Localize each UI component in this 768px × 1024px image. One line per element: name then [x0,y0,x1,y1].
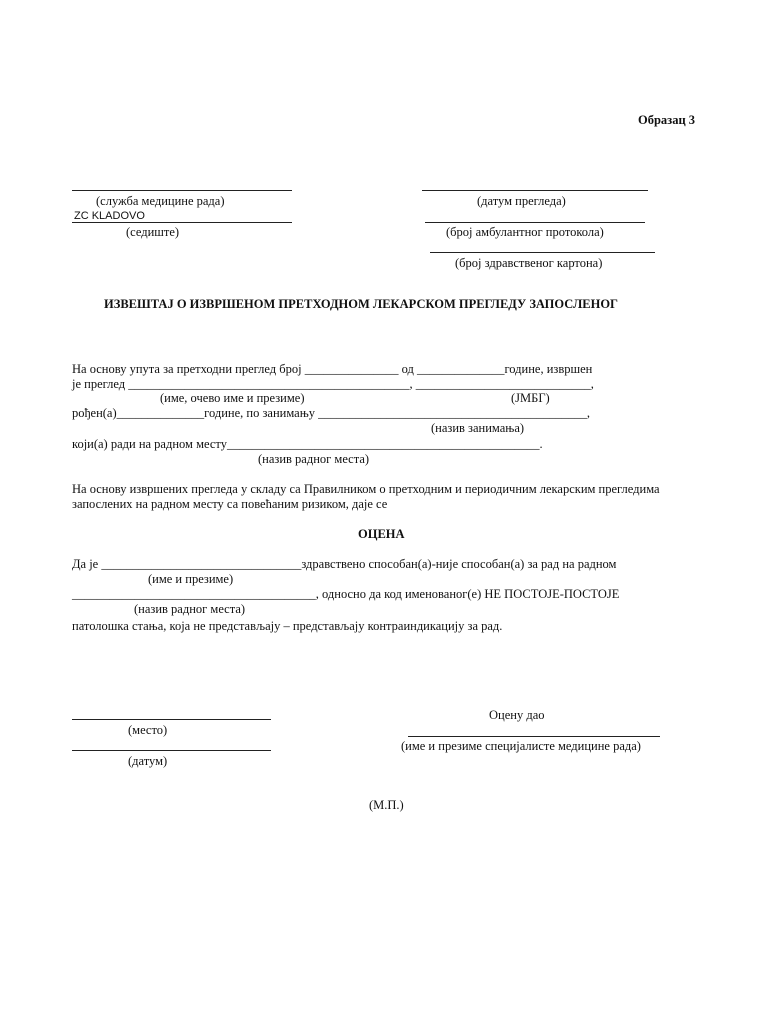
seat-line[interactable] [72,222,292,223]
jmbg-label: (ЈМБГ) [511,391,550,405]
protocol-label: (број амбулантног протокола) [446,225,604,239]
date-line[interactable] [72,750,271,751]
occupation-label: (назив занимања) [431,421,525,435]
name-label: (име, очево име и презиме) [160,391,305,405]
assessment-name-label: (име и презиме) [148,572,234,586]
body-line-3: рођен(а)______________године, по занимању ___________________________________________, [72,406,590,420]
card-line[interactable] [430,252,655,253]
place-line[interactable] [72,719,271,720]
place-label: (место) [128,723,168,737]
date-label: (датум) [128,754,168,768]
exam-date-label: (датум прегледа) [477,194,566,208]
exam-date-line[interactable] [422,190,648,191]
assessment-workplace-label: (назив радног места) [134,602,246,616]
given-by: Оцену дао [489,708,545,722]
seat-value: ZC KLADOVO [74,210,145,222]
body-line-1: На основу упута за претходни преглед број _______________ од ______________године, извршен [72,362,593,376]
service-label: (служба медицине рада) [96,194,225,208]
body-line-2: је преглед _____________________________________________, ____________________________, [72,377,594,391]
assessment-line-1: Да је ________________________________здравствено способан(а)-није способан(а) за рад на радном [72,557,617,571]
assessment-heading: ОЦЕНА [358,527,405,541]
form-number: Образац 3 [638,113,696,127]
stamp-placeholder: (М.П.) [369,798,404,812]
body-line-4: који(а) ради на радном месту__________________________________________________. [72,437,543,451]
specialist-line[interactable] [408,736,660,737]
seat-label: (седиште) [126,225,180,239]
protocol-line[interactable] [425,222,645,223]
specialist-label: (име и презиме специјалисте медицине рада) [401,739,641,753]
workplace-label: (назив радног места) [258,452,370,466]
assessment-line-3: патолошка стања, која не представљају – представљају контраиндикацију за рад. [72,619,503,633]
para2-line-2: запослених на радном месту са повећаним ризиком, даје се [72,497,388,511]
assessment-line-2: _______________________________________, односно да код именованог(е) НЕ ПОСТОЈЕ-ПОСТОЈЕ [72,587,620,601]
report-title: ИЗВЕШТАЈ О ИЗВРШЕНОМ ПРЕТХОДНОМ ЛЕКАРСКОМ ПРЕГЛЕДУ ЗАПОСЛЕНОГ [104,297,619,311]
service-line[interactable] [72,190,292,191]
para2-line-1: На основу извршених прегледа у складу са Правилником о претходним и периодичним лекарским прегледима [72,482,660,496]
card-label: (број здравственог картона) [455,256,603,270]
